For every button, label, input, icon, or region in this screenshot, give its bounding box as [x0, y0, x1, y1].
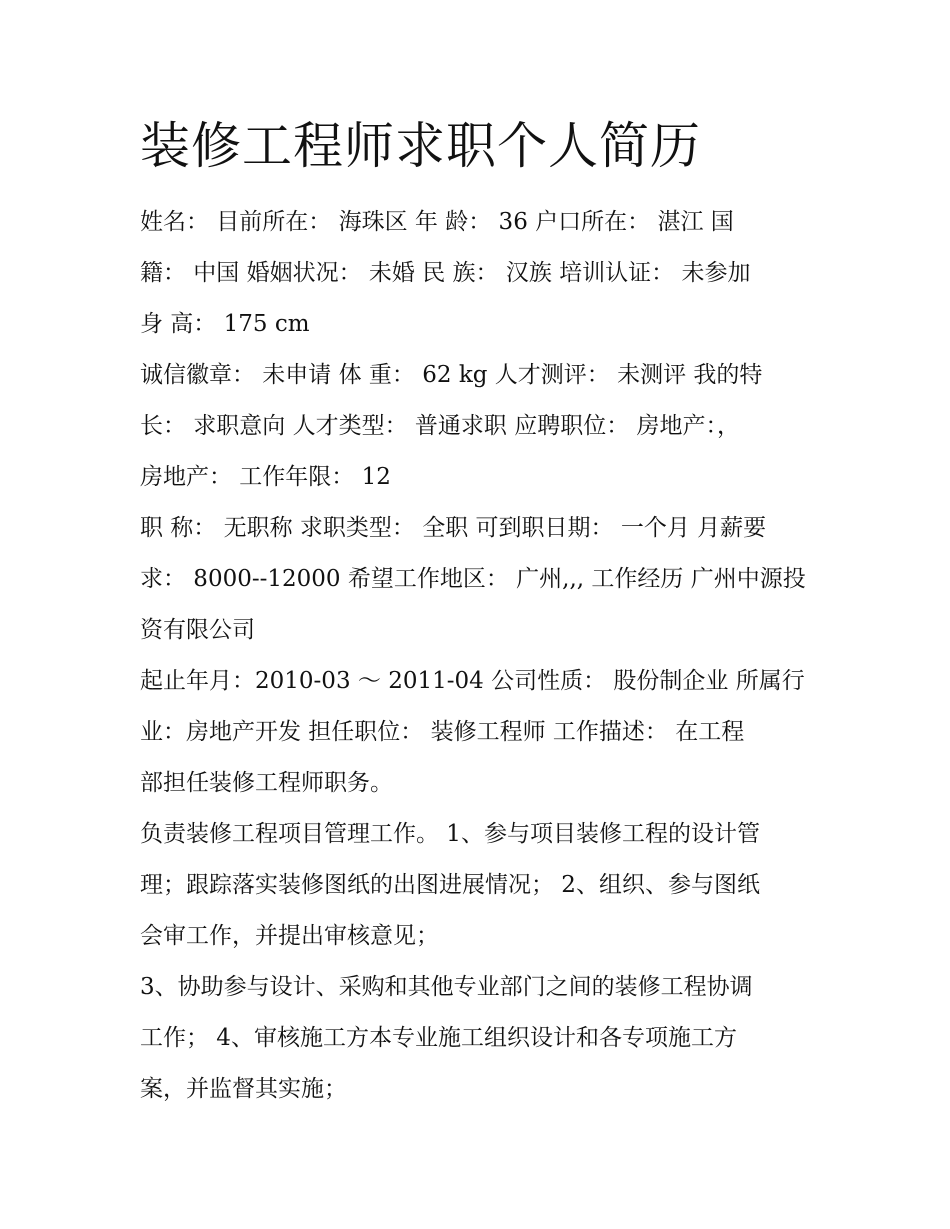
- text-line: 会审工作，并提出审核意见；: [140, 923, 439, 949]
- text-line: 求： 8000--12000 希望工作地区： 广州,,, 工作经历 广州中源投: [140, 566, 806, 592]
- text-line: 房地产： 工作年限： 12: [140, 464, 391, 490]
- text-line: 案，并监督其实施；: [140, 1076, 347, 1102]
- text-line: 籍： 中国 婚姻状况： 未婚 民 族： 汉族 培训认证： 未参加: [140, 260, 751, 286]
- text-line: 诚信徽章： 未申请 体 重： 62 kg 人才测评： 未测评 我的特: [140, 362, 763, 388]
- text-line: 起止年月：2010-03 ～ 2011-04 公司性质： 股份制企业 所属行: [140, 668, 805, 694]
- text-line: 工作； 4、审核施工方本专业施工组织设计和各专项施工方: [140, 1025, 737, 1051]
- document-body: [140, 197, 816, 1115]
- text-line: 负责装修工程项目管理工作。 1、参与项目装修工程的设计管: [140, 821, 760, 847]
- text-line: 理；跟踪落实装修图纸的出图进展情况； 2、组织、参与图纸: [140, 872, 760, 898]
- text-line: 3、协助参与设计、采购和其他专业部门之间的装修工程协调: [140, 974, 753, 1000]
- text-line: 长： 求职意向 人才类型： 普通求职 应聘职位： 房地产：，: [140, 413, 741, 439]
- text-line: 部担任装修工程师职务。: [140, 770, 393, 796]
- page-title: 装修工程师求职个人简历: [140, 117, 701, 175]
- text-line: 资有限公司: [140, 617, 255, 643]
- text-line: 职 称： 无职称 求职类型： 全职 可到职日期： 一个月 月薪要: [140, 515, 767, 541]
- text-line: 身 高： 175 cm: [140, 311, 310, 337]
- text-line: 业：房地产开发 担任职位： 装修工程师 工作描述： 在工程: [140, 719, 745, 745]
- text-line: 姓名： 目前所在： 海珠区 年 龄： 36 户口所在： 湛江 国: [140, 209, 734, 235]
